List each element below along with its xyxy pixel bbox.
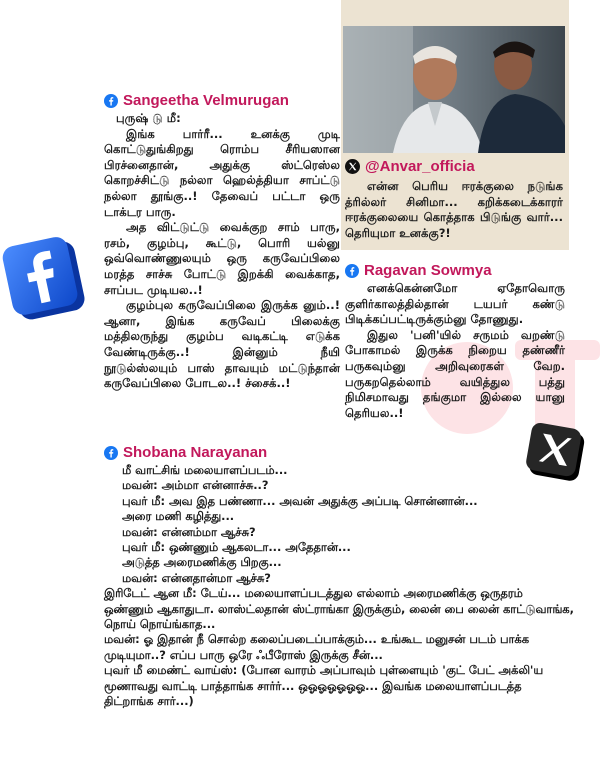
x-logo-icon <box>345 159 360 174</box>
post-paragraph: இதுல 'பனி'யில் சருமம் வறண்டு போகாமல் இருக்க நிறைய தண்ணீர் பருகவும்னு அறிவுரைகள் வேற. பருகறதெல்லாம் வயித்துல பத்து நிமிசமாவது தங்குமா இல்லை யானு தெரியல..! <box>345 327 565 420</box>
movie-still-photo <box>343 26 565 153</box>
post-line: புவர் மீ: அவ இத பண்ணா... அவன் அதுக்கு அப்படி சொன்னான்... <box>122 493 478 508</box>
handle-text[interactable]: Ragavan Sowmya <box>364 262 492 279</box>
post-anvar <box>345 158 563 241</box>
post-line: மவன்: அம்மா என்னாச்சு..? <box>122 478 269 493</box>
post-body <box>104 111 340 392</box>
post-line: இரிடேட் ஆன மீ: டேய்... மலையாளப்படத்துல எல்லாம் அரைமணிக்கு ஒருதரம் ஒண்ணும் ஆகாதுடா. லாஸ்ட்லதான் ஸ்ட்ராங்கா இருக்கும், லைன் பை லைன் காட்டுவாங்க, நொய் நொய்ங்காத... <box>104 586 574 632</box>
handle-text[interactable]: Shobana Narayanan <box>123 444 268 461</box>
post-line: மீ வாட்சிங் மலையாளப்படம்... <box>122 463 288 477</box>
post-body <box>104 463 574 710</box>
post-body <box>345 179 563 241</box>
post-line: மவன்: என்னம்மா ஆச்சு? <box>122 524 256 539</box>
handle-text[interactable]: Sangeetha Velmurugan <box>123 92 289 109</box>
post-shobana <box>104 444 574 710</box>
post-paragraph: புருஷ் டு மீ: <box>116 111 181 125</box>
post-handle <box>345 262 565 279</box>
facebook-icon <box>104 94 118 108</box>
x-badge-icon <box>522 420 590 486</box>
post-sangeetha <box>104 92 340 392</box>
post-paragraph: குழம்புல கருவேப்பிலை இருக்க னும்..! ஆனா, இங்க கருவேப் பிலைக்கு மத்திலருந்து குழம்ப வடிகட்டி எடுக்க வேண்டிருக்கு..! இன்னும் நீயி நூடுல்ஸ்லயும் பாஸ் தாவயும் மட்டுந்தான் கருவேப்பிலை போடல..! ச்சைக்..! <box>104 298 340 391</box>
post-paragraph: அத விட்டுட்டு வைக்குற சாம் பாரு, ரசம், குழம்பு, கூட்டு, பொரி யல்னு ஒவ்வொண்ணுலயும் ஒரு கருவேப்பிலை மரத்த சாச்சு போட்டு இறக்கி வைக்காத, சாப்பட முடியல..! <box>104 220 340 297</box>
post-body <box>345 281 565 421</box>
post-line: புவர் மீ மைண்ட் வாய்ஸ்: (போன வாரம் அப்பாவும் புள்ளையும் 'குட் பேட் அக்லி'ய மூணாவது வாட்டி பாத்தாங்க சார்ர்... ஒஓஓஓஓஓஓ... இவங்க மலையாளப்படத்த திட்றாங்க சார்...) <box>104 663 544 709</box>
post-handle <box>345 158 563 175</box>
post-line: அடுத்த அரைமணிக்கு பிறகு... <box>122 555 282 570</box>
post-line: மவன்: என்னதான்மா ஆச்சு? <box>122 570 271 585</box>
facebook-badge-icon <box>0 232 90 328</box>
post-paragraph: எனக்கென்னமோ ஏதோவொரு குளிர்காலத்தில்தான் டயபர் கண்டு பிடிக்கப்பட்டிருக்கும்னு தோணுது. <box>345 281 565 327</box>
post-paragraph: என்ன பெரிய ஈரக்குலை நடுங்க த்ரில்லர் சினிமா... கறிக்கடைக்காரர் ஈரக்குலையை கொத்தாக பிடுங்கு வார்... தெரியுமா உனக்கு?! <box>345 179 563 240</box>
post-line: புவர் மீ: ஒண்ணும் ஆகலடா... அதேதான்... <box>122 540 351 555</box>
facebook-icon <box>104 446 118 460</box>
post-line: அரை மணி கழித்து... <box>122 509 235 524</box>
post-ragavan <box>345 262 565 421</box>
post-line: மவன்: ஓ இதான் நீ சொல்ற கலைப்படைப்பாக்கும்... உங்கூட மனுசன் படம் பாக்க முடியுமா..? எப்ப பாரு ஒரே ஃபீரோஸ் இருக்கு சீன்... <box>104 632 529 662</box>
post-handle <box>104 444 574 461</box>
handle-text[interactable]: @Anvar_officia <box>365 158 475 175</box>
post-paragraph: இங்க பார்ரீ... உனக்கு முடி கொட்டுதுங்கிறது ரொம்ப சீரியஸான பிரச்னைதான், அதுக்கு ஸ்ட்ரெஸ்ல கொறச்சிட்டு நல்லா ஹெல்த்தியா சாப்ட்டு நல்லா தூங்கு..! தேவைப் பட்டா ஒரு டாக்டர பாரு. <box>104 126 340 219</box>
post-handle <box>104 92 340 109</box>
facebook-icon <box>345 264 359 278</box>
